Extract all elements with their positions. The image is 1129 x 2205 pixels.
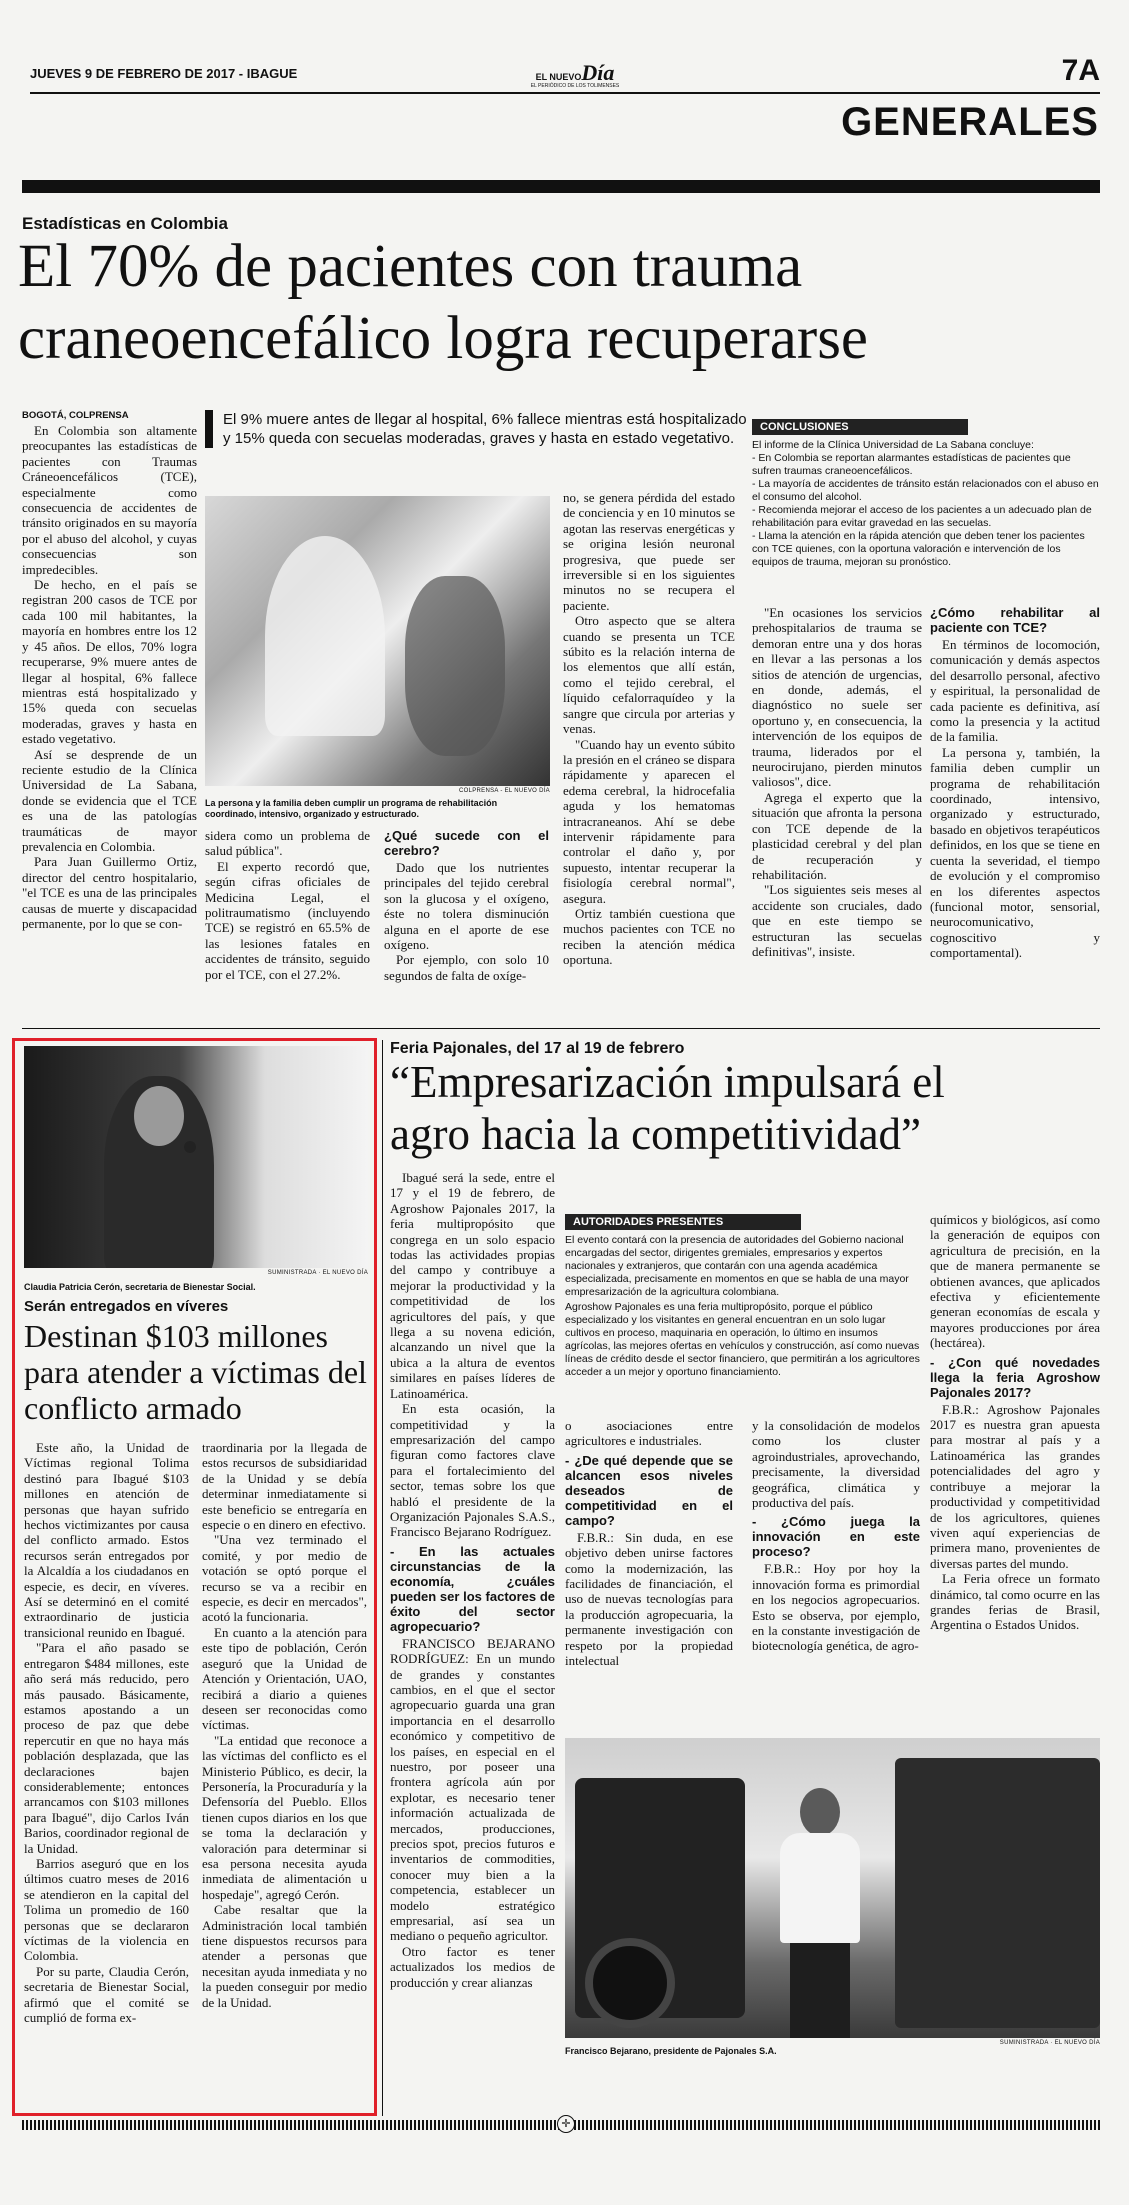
paragraph: El experto recordó que, según cifras oficiales de Medicina Legal, el politraumatismo (incluyendo TCE) se registró en 65.5% de las lesiones fatales en accidentes de tránsito, seguido por el TCE, con el 27.2%.	[205, 858, 370, 982]
article1-col3	[563, 490, 735, 968]
paragraph: Dado que los nutrientes principales del tejido cerebral son la glucosa y el oxígeno, éste no tolera disminución alguna en el aporte de ese oxígeno.	[384, 860, 549, 953]
paragraph: Otro aspecto que se altera cuando se presenta un TCE súbito es la relación interna de los elementos que allí están, como el tejido cerebral, el líquido cefalorraquídeo y la sangre que circula por arterias y venas.	[563, 613, 735, 737]
photo-figure	[265, 536, 385, 736]
article3-col2	[565, 1418, 733, 1668]
lead-quote	[205, 410, 758, 448]
photo-face	[134, 1086, 184, 1146]
paragraph: "Los siguientes seis meses al accidente son cruciales, dado que en este tiempo se estructuran las secuelas definitivas", insiste.	[752, 882, 922, 959]
article3-headline-line2: agro hacia la competitividad”	[390, 1109, 922, 1159]
ceron-photo	[24, 1046, 368, 1268]
paragraph: no, se genera pérdida del estado de conciencia y en 10 minutos se agotan las reservas energéticas y se origina lesión neuronal progresiva, que puede ser irreversible si en los siguientes minutos no se recupera el paciente.	[563, 490, 735, 613]
newspaper-logo	[510, 60, 640, 89]
photo-caption: Francisco Bejarano, presidente de Pajonales S.A.	[565, 2046, 777, 2056]
subhead: - ¿Con qué novedades llega la feria Agroshow Pajonales 2017?	[930, 1354, 1100, 1400]
masthead	[30, 54, 1100, 92]
photo-caption: La persona y la familia deben cumplir un programa de rehabilitación coordinado, intensivo, organizado y estructurado.	[205, 798, 498, 819]
box-item: - En Colombia se reportan alarmantes estadísticas de pacientes que sufren traumas craneoencefálicos.	[752, 452, 1071, 477]
subhead: - ¿De qué depende que se alcancen esos niveles deseados de competitividad en el campo?	[565, 1452, 733, 1528]
article1-kicker: Estadísticas en Colombia	[22, 214, 228, 233]
photo-figure	[405, 576, 505, 756]
masthead-rule	[30, 92, 1100, 94]
box-paragraph: El evento contará con la presencia de autoridades del Gobierno nacional encargadas del sector, dirigentes gremiales, empresarios y expertos nacionales y extranjeros, que contarán con una agenda académica especializada, precisamente en momentos en que se habla de una mayor empresarización de la agricultura colombiana.	[565, 1234, 909, 1298]
article2-kicker: Serán entregados en víveres	[24, 1298, 229, 1315]
logo-big: Día	[581, 60, 615, 85]
paragraph: En Colombia son altamente preocupantes las estadísticas de pacientes con Traumas Cráneoencefálicos (TCE), especialmente como consecuencia de accidentes de tránsito originados en su mayoría por el abuso del alcohol, y cuyas consecuencias son impredecibles.	[22, 423, 197, 577]
paragraph: F.B.R.: Sin duda, en ese objetivo deben unirse factores como la modernización, las facilidades de financiación, el uso de nuevas tecnologías para la producción agropecuaria, la permanente investigación con respeto por la propiedad intelectual	[565, 1529, 733, 1669]
article-divider	[22, 1028, 1100, 1029]
article3-col1	[390, 1170, 555, 1990]
person-body	[780, 1833, 860, 1943]
paragraph: "Cuando hay un evento súbito la presión en el cráneo se dispara rápidamente y aparecen el edema cerebral, la hidrocefalia aguda y los hematomas intracraneanos. Ahí se debe intervenir rápidamente para controlar el daño y, por supuesto, intentar recuperar la fisiología cerebral normal", asegura.	[563, 736, 735, 906]
paragraph: "Para el año pasado se entregaron $484 millones, este año será más reducido, pero más pausado. Básicamente, estamos apostando a un proceso de paz que debe repercutir en que no haya más población desplazada, que las declaraciones bajen considerablemente; entonces arrancamos con $103 millones para Ibagué", dijo Carlos Iván Barios, coordinador regional de la Unidad.	[24, 1640, 189, 1856]
photo-credit: SUMINISTRADA · EL NUEVO DÍA	[267, 1270, 368, 1276]
harvester-shape	[895, 1758, 1100, 2028]
paragraph: En términos de locomoción, comunicación y demás aspectos del desarrollo personal, afectivo y espiritual, la personalidad de cada paciente es definitiva, así como la presencia y la actitud de la familia.	[930, 637, 1100, 745]
photo-credit: COLPRENSA - EL NUEVO DÍA	[458, 788, 550, 794]
section-title: GENERALES	[841, 100, 1099, 144]
paragraph: FRANCISCO BEJARANO RODRÍGUEZ: En un mundo de grandes y constantes cambios, en el que el sector agropecuario guarda una gran importancia en el desarrollo económico y competitivo de los países, en especial en el nuestro, por poseer una frontera agrícola aún por explotar, es necesario tener información actualizada de mercados, producciones, precios spot, precios futuros e inventarios de commodities, conocer muy bien a la competencia, establecer un modelo estratégico empresarial, así sea un mediano o pequeño agricultor.	[390, 1635, 555, 1944]
paragraph: En esta ocasión, la competitividad y la empresarización del campo figuran como factores clave para el fortalecimiento del sector, temas sobre los que habló el presidente de la Organización Pajonales S.A.S., Francisco Bejarano Rodríguez.	[390, 1401, 555, 1540]
article1-col2	[205, 828, 370, 982]
paragraph: Este año, la Unidad de Víctimas regional Tolima destinó para Ibagué $103 millones en atención de personas que hayan sufrido hechos victimizantes por causa del conflicto armado. Estos recursos serán entregados por la Alcaldía a los ciudadanos en especie, es decir, en víveres. Así se determinó en el comité extraordinario de justicia transicional reunido en Ibagué.	[24, 1440, 189, 1640]
article1-dateline: BOGOTÁ, COLPRENSA	[22, 410, 129, 421]
paragraph: F.B.R.: Hoy por hoy la innovación forma es primordial en los negocios agropecuarios. Esto se observa, por ejemplo, en la constante investigación de biotecnología genética, de agro-	[752, 1561, 920, 1654]
paragraph: Agrega el experto que la situación que afronta la persona con TCE depende de la plasticidad cerebral y del plan de recuperación y rehabilitación.	[752, 789, 922, 882]
logo-small: EL NUEVO	[535, 72, 582, 82]
section-rule	[22, 180, 1100, 193]
paragraph: Por ejemplo, con solo 10 segundos de falta de oxíge-	[384, 952, 549, 983]
box-item: - Llama la atención en la rápida atención que deben tener los pacientes con TCE quienes, con la oportuna valoración e intervención de los equipos de trauma, mejoran su pronóstico.	[752, 530, 1085, 568]
person-legs	[790, 1943, 850, 2038]
paragraph: En cuanto a la atención para este tipo de población, Cerón aseguró que la Unidad de Atención y Orientación, UAO, recibirá a diario a quienes deseen ser reconocidas como víctimas.	[202, 1624, 367, 1733]
article1-col1	[22, 410, 197, 931]
paragraph: De hecho, en el país se registran 200 casos de TCE por cada 100 mil habitantes, la mayoría en hombres entre los 12 y 45 años. De ellos, 70% logra recuperarse, 9% muere antes de llegar al hospital, 6% fallece mientras está hospitalizado y 15% queda con secuelas moderadas, graves y hasta en estado vegetativo.	[22, 577, 197, 747]
paragraph: o asociaciones entre agricultores e industriales.	[565, 1418, 733, 1449]
subhead: - ¿Cómo juega la innovación en este proceso?	[752, 1514, 920, 1560]
person-head	[800, 1788, 840, 1836]
subhead: ¿Qué sucede con el cerebro?	[384, 828, 549, 858]
subhead: ¿Cómo rehabilitar al paciente con TCE?	[930, 605, 1100, 635]
paragraph: "La entidad que reconoce a las víctimas del conflicto es el Ministerio Público, es decir, la Personería, la Procuraduría y la Defensoría del Pueblo. Ellos tienen cupos diarios en los que se toma la declaración y valoración para determinar si esa persona necesita ayuda inmediata de alimentación u hospedaje", agregó Cerón.	[202, 1732, 367, 1902]
tractor-wheel	[585, 1938, 675, 2028]
paragraph: Así se desprende de un reciente estudio de la Clínica Universidad de La Sabana, donde se evidencia que el TCE es una de las patologías traumáticas de mayor prevalencia en Colombia.	[22, 746, 197, 854]
paragraph: "En ocasiones los servicios prehospitalarios de trauma se demoran entre una y dos horas en llevar a las personas a los sitios de atención de urgencias, en donde, además, el diagnóstico no suele ser oportuno y, en consecuencia, la intervención de los equipos de trauma, liderados por el neurocirujano, pierden minutos valiosos", dice.	[752, 605, 922, 790]
article3-col3	[752, 1418, 920, 1654]
article3-headline-line1: “Empresarización impulsará el	[390, 1057, 945, 1107]
paragraph: Cabe resaltar que la Administración local también tiene dispuestos recursos para atender a personas que necesitan ayuda inmediata y no la pueden conseguir por medio de la Unidad.	[202, 1902, 367, 2010]
page-date: JUEVES 9 DE FEBRERO DE 2017 - IBAGUE	[30, 66, 298, 81]
trauma-photo	[205, 496, 550, 786]
paragraph: La Feria ofrece un formato dinámico, tal como ocurre en las grandes ferias de Brasil, Argentina o Estados Unidos.	[930, 1571, 1100, 1633]
registration-mark-icon: ✛	[557, 2115, 575, 2133]
microphone-icon	[184, 1141, 196, 1153]
box-item: - La mayoría de accidentes de tránsito están relacionados con el abuso en el consumo del alcohol.	[752, 478, 1099, 503]
photo-caption: Claudia Patricia Cerón, secretaria de Bienestar Social.	[24, 1282, 256, 1292]
paragraph: y la consolidación de modelos como los cluster agroindustriales, aprovechando, precisamente, la diversidad geográfica, climática y productiva del país.	[752, 1418, 920, 1511]
paragraph: químicos y biológicos, así como la generación de equipos con agricultura de precisión, en la que de manera permanente se obtienen avances, que aplicados efectiva y eficientemente generan economías de escala y mayores producciones por área (hectárea).	[930, 1212, 1100, 1351]
paragraph: Ibagué será la sede, entre el 17 y el 19 de febrero, de Agroshow Pajonales 2017, la feria multipropósito que congrega en un solo espacio todas las actividades propias del campo y contribuye a mejorar la productividad y la competitividad de los agricultores del país, y que llega a su novena edición, alcanzando un nivel que la ubica a la altura de eventos similares en países líderes de Latinoamérica.	[390, 1170, 555, 1401]
article3-col4	[930, 1212, 1100, 1633]
article1-headline-line2: craneoencefálico logra recuperarse	[18, 305, 869, 372]
article1-col4	[752, 605, 922, 959]
article1-col2b	[384, 828, 549, 983]
article1-headline-line1: El 70% de pacientes con trauma	[18, 233, 803, 300]
paragraph: Otro factor es tener actualizados los medios de producción y crear alianzas	[390, 1943, 555, 1990]
lead-quote-text: El 9% muere antes de llegar al hospital, 6% fallece mientras está hospitalizado y 15% queda con secuelas moderadas, graves y hasta en estado vegetativo.	[223, 411, 747, 447]
box-title: AUTORIDADES PRESENTES	[565, 1214, 801, 1230]
autoridades-box	[565, 1212, 920, 1379]
paragraph: "Una vez terminado el comité, y por medio de votación se optó porque el recurso se va a recibir en especie, es decir en mercados", acotó la funcionaria.	[202, 1532, 367, 1625]
photo-credit: SUMINISTRADA · EL NUEVO DÍA	[999, 2040, 1100, 2046]
paragraph: Para Juan Guillermo Ortiz, director del centro hospitalario, "el TCE es una de las principales causas de muerte y discapacidad permanente, por lo que se con-	[22, 854, 197, 931]
paragraph: Ortiz también cuestiona que muchos pacientes con TCE no reciben la atención médica oportuna.	[563, 905, 735, 968]
paragraph: F.B.R.: Agroshow Pajonales 2017 es nuestra gran apuesta para mostrar al país y a Latinoamérica las grandes potencialidades del agro y contribuye a mejorar la productividad y competitividad de los agricultores, quienes viven aquí experiencias de primera mano, provenientes de diversas partes del mundo.	[930, 1401, 1100, 1571]
article3-kicker: Feria Pajonales, del 17 al 19 de febrero	[390, 1040, 685, 1057]
box-title: CONCLUSIONES	[752, 419, 968, 435]
article2-headline: Destinan $103 millones para atender a víctimas del conflicto armado	[24, 1318, 367, 1426]
bejarano-photo	[565, 1738, 1100, 2038]
logo-tagline: EL PERIÓDICO DE LOS TOLIMENSES	[530, 83, 620, 89]
article2-col2	[202, 1440, 367, 2010]
paragraph: sidera como un problema de salud pública".	[205, 828, 370, 859]
article3-vrule	[382, 1040, 383, 2116]
subhead: - En las actuales circunstancias de la economía, ¿cuáles pueden ser los factores de éxito del sector agropecuario?	[390, 1543, 555, 1634]
paragraph: Barrios aseguró que en los últimos cuatro meses de 2016 se atendieron en la capital del Tolima un promedio de 160 personas que se declararon víctimas de la violencia en Colombia.	[24, 1855, 189, 1964]
conclusiones-box	[752, 417, 1100, 569]
paragraph: Por su parte, Claudia Cerón, secretaria de Bienestar Social, afirmó que el comité se cumplió de forma ex-	[24, 1963, 189, 2026]
page-number: 7A	[1061, 54, 1100, 87]
article1-col5	[930, 605, 1100, 961]
article1-col1-text	[22, 423, 197, 931]
article2-col1	[24, 1440, 189, 2025]
box-paragraph: Agroshow Pajonales es una feria multipropósito, porque el público especializado y los visitantes en general encuentran en un solo lugar cultivos en proceso, maquinaria en operación, lo último en insumos agrícolas, las mejores ofertas en vehículos y construcción, así como nuevas líneas de crédito desde el sector financiero, que permitirán a los agricultores acceder a un mejor y oportuno financiamiento.	[565, 1301, 920, 1378]
paragraph: traordinaria por la llegada de estos recursos de subsidiaridad de la Unidad y se debía determinar inmediatamente si este beneficio se entregaría en especie o en dinero en efectivo.	[202, 1440, 367, 1533]
paragraph: La persona y, también, la familia deben cumplir un programa de rehabilitación coordinado, intensivo, organizado y estructurado, basado en objetivos terapéuticos definidos, en los que se tiene en cuenta la severidad, el tiempo de evolución y el compromiso en los diferentes aspectos (funcional motor, sensorial, neurocomunicativo, cognoscitivo y comportamental).	[930, 744, 1100, 961]
box-intro: El informe de la Clínica Universidad de La Sabana concluye:	[752, 439, 1034, 451]
box-item: - Recomienda mejorar el acceso de los pacientes a un adecuado plan de rehabilitación para evitar gravedad en las secuelas.	[752, 504, 1092, 529]
